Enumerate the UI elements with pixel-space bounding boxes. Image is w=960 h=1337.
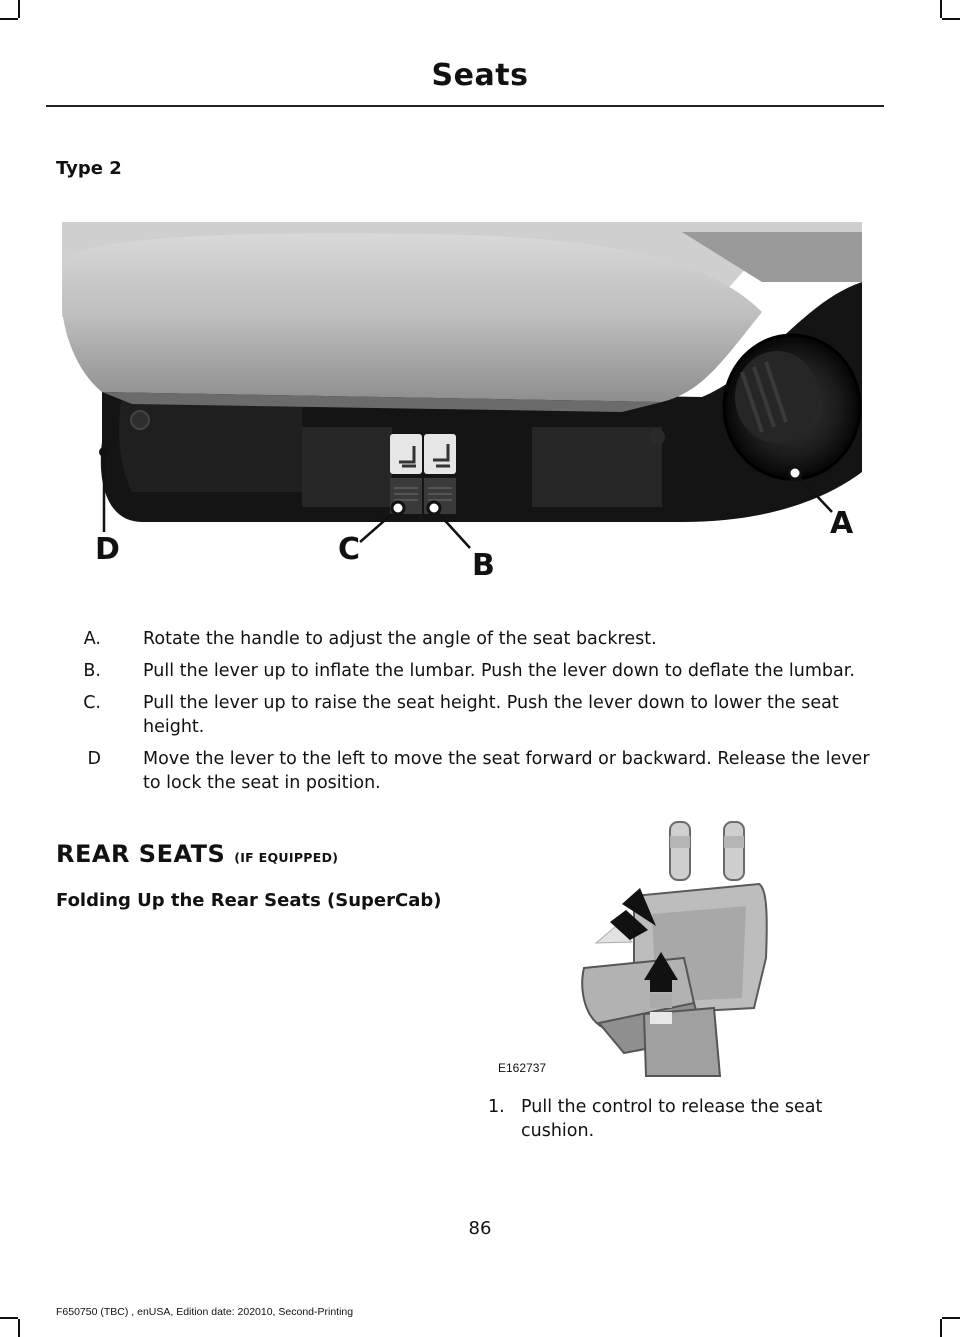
- section-heading-qualifier: (IF EQUIPPED): [234, 850, 339, 865]
- section-heading-text: REAR SEATS: [56, 840, 226, 868]
- step-item: [488, 1095, 884, 1143]
- seat-controls-figure: [62, 222, 862, 580]
- callout-label-d: D: [95, 532, 120, 567]
- control-descriptions: [56, 627, 886, 803]
- item-text: Rotate the handle to adjust the angle of the seat backrest.: [143, 629, 657, 649]
- item-letter: D: [87, 749, 101, 769]
- item-letter: B.: [83, 661, 101, 681]
- crop-mark: [940, 1319, 942, 1337]
- page-title: Seats: [431, 58, 529, 93]
- list-item: [56, 691, 886, 739]
- item-text: Pull the lever up to inflate the lumbar. Push the lever down to deflate the lumbar.: [143, 661, 855, 681]
- crop-mark: [18, 0, 20, 18]
- item-letter: C.: [83, 693, 101, 713]
- type-label: Type 2: [56, 158, 122, 179]
- crop-mark: [940, 0, 942, 18]
- figure-code: E162737: [498, 1061, 547, 1075]
- page-number: 86: [468, 1218, 492, 1239]
- crop-mark: [0, 18, 18, 20]
- list-item: [56, 747, 886, 795]
- header-divider: [46, 105, 884, 107]
- subsection-heading: Folding Up the Rear Seats (SuperCab): [56, 890, 442, 911]
- crop-mark: [942, 18, 960, 20]
- callout-label-b: B: [472, 548, 495, 583]
- footer-edition-text: F650750 (TBC) , enUSA, Edition date: 202010, Second-Printing: [56, 1306, 354, 1318]
- crop-mark: [18, 1319, 20, 1337]
- list-item: [56, 627, 886, 651]
- step-number: 1.: [488, 1097, 505, 1117]
- crop-mark: [0, 1317, 18, 1319]
- callout-label-a: A: [830, 506, 854, 541]
- callout-label-c: C: [338, 532, 361, 567]
- item-text: Move the lever to the left to move the seat forward or backward. Release the lever to lock the seat in position.: [143, 749, 870, 793]
- list-item: [56, 659, 886, 683]
- rear-seat-figure: [484, 818, 884, 1080]
- crop-mark: [942, 1317, 960, 1319]
- section-heading: [56, 840, 338, 868]
- item-text: Pull the lever up to raise the seat height. Push the lever down to lower the seat height.: [143, 693, 839, 737]
- step-text: Pull the control to release the seat cushion.: [521, 1097, 823, 1141]
- item-letter: A.: [83, 629, 101, 649]
